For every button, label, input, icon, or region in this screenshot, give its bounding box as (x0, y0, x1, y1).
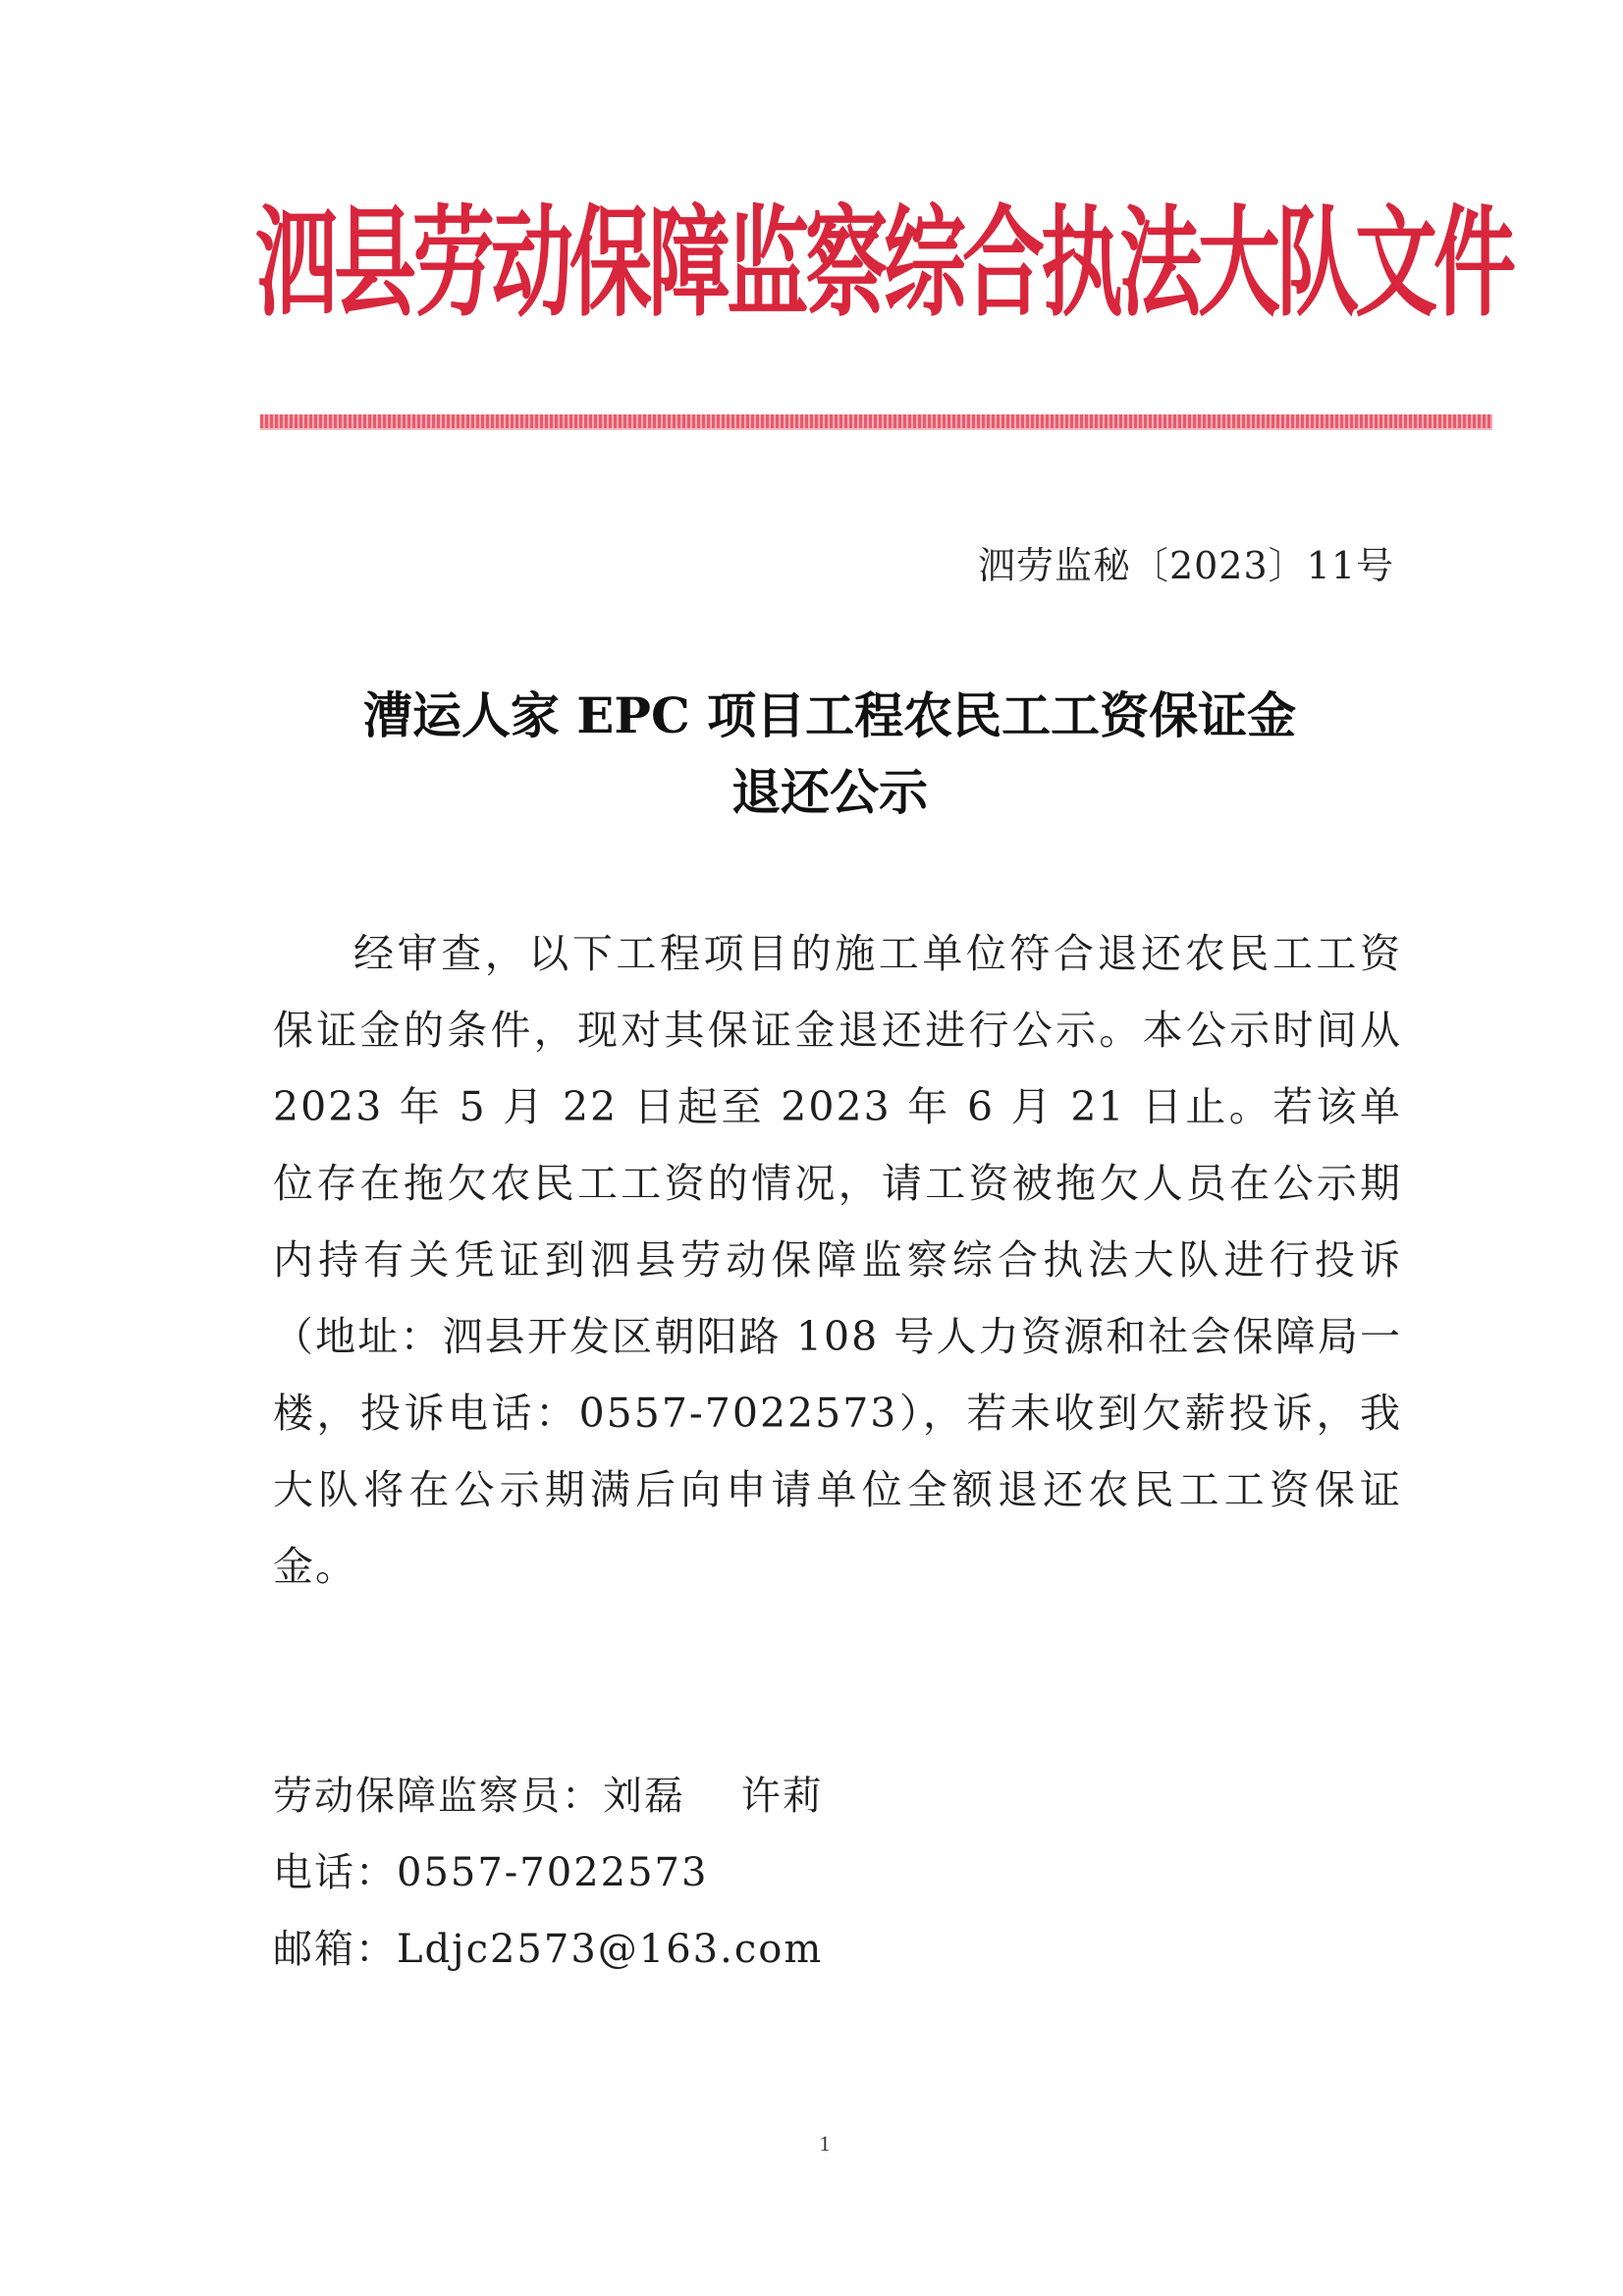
letterhead-title: 泗县劳动保障监察综合执法大队文件 (255, 191, 1513, 334)
page-number: 1 (819, 2131, 831, 2156)
letterhead-red-rule (260, 414, 1492, 428)
phone-line: 电话：0557-7022573 (273, 1850, 709, 1895)
notice-body: 经审查，以下工程项目的施工单位符合退还农民工工资保证金的条件，现对其保证金退还进行公示。本公示时间从2023 年 5 月 22 日起至 2023 年 6 月 21 日止。若该单位存在拖欠农民工工资的情况，请工资被拖欠人员在公示期内持有关凭证到泗县劳动保障监察综合执法大队进行投诉（地址：泗县开发区朝阳路 108 号人力资源和社会保障局一楼，投诉电话：0557-7022573），若未收到欠薪投诉，我大队将在公示期满后向申请单位全额退还农民工工资保证金。 (273, 930, 1402, 1590)
notice-title-line-2: 退还公示 (731, 763, 928, 821)
notice-title (255, 678, 1404, 831)
document-number: 泗劳监秘〔2023〕11号 (977, 544, 1394, 587)
inspectors-line: 劳动保障监察员：刘磊 许莉 (273, 1774, 824, 1819)
email-line: 邮箱：Ldjc2573@163.com (273, 1927, 824, 1972)
contact-block (273, 1758, 1255, 1988)
notice-title-line-1: 漕运人家 EPC 项目工程农民工工资保证金 (362, 686, 1297, 744)
